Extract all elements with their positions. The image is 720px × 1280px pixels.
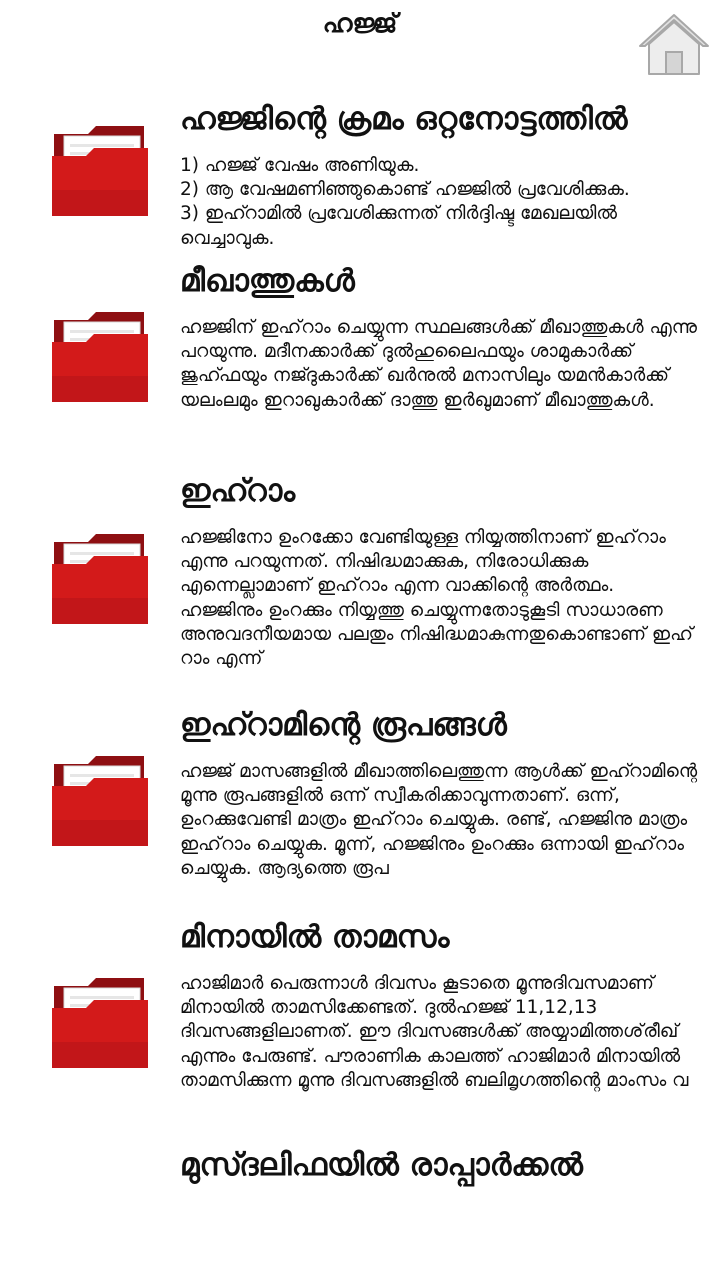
item-text: ഹജ്ജ് മാസങ്ങളിൽ മീഖാത്തിലെത്തുന്ന ആൾക്ക് ഇഹ്റാമിന്റെ മൂന്നു രൂപങ്ങളിൽ ഒന്ന് സ്വീകരിക്കാവുന്നതാണ്. ഒന്ന്, ഉംറക്കുവേണ്ടി മാത്രം ഇഹ്​റാം ചെയ്യുക. രണ്ട്, ഹജ്ജിനു മാത്രം ഇഹ്​റാം ചെയ്യുക. മൂന്ന്, ഹജ്ജിനും ഉംറക്കും ഒന്നായി ഇഹ്​റാം ചെയ്യുക. ആദ്യത്തെ രൂപ	[180, 761, 698, 879]
page-title: ഹജ്ജ്	[322, 9, 398, 39]
item-title: മുസ്ദലിഫയിൽ രാപ്പാർക്കൽ	[180, 1147, 583, 1183]
header	[0, 0, 720, 80]
item-title: ഹജ്ജിന്റെ ക്രമം ഒറ്റനോട്ടത്തിൽ	[180, 101, 628, 137]
item-text: ഹാജിമാർ പെരുന്നാൾ ദിവസം കൂടാതെ മൂന്നുദിവസമാണ് മിനായിൽ താമസിക്കേണ്ടത്. ദുൽഹജ്ജ് 11,12,13 ദിവസങ്ങളിലാണത്. ഈ ദിവസങ്ങൾക്ക് അയ്യാമിത്തശ്‌രീഖ് എന്നും പേരുണ്ട്. പൗരാണിക കാലത്ത് ഹാജിമാർ മിനായിൽ താമസിക്കുന്ന മൂന്നു ദിവസങ്ങളിൽ ബലിമൃഗത്തിന്റെ മാംസം വ	[180, 973, 689, 1091]
folder-icon	[50, 528, 150, 628]
item-title: ഇഹ്റാം	[180, 473, 296, 509]
item-text: 1) ഹജ്ജ് വേഷം അണിയുക. 2) ആ വേഷമണിഞ്ഞുകൊണ്ട് ഹജ്ജിൽ പ്രവേശിക്കുക. 3) ഇഹ്റാമിൽ പ്രവേശിക്കുന്നത് നിർദ്ദിഷ്ട മേഖലയിൽ വെച്ചാവുക.	[180, 155, 630, 249]
item-text: ഹജ്ജിന് ഇഹ്​റാം ചെയ്യുന്ന സ്ഥലങ്ങൾക്ക് മീഖാത്തുകൾ എന്നു പറയുന്നു. മദീനക്കാർക്ക് ദുൽഹുലൈഫയും ശാമുകാർക്ക് ജുഹ്ഫയും നജ്ദുകാർക്ക് ഖർനുൽ മനാസിലും യമൻകാർക്ക് യലംലമും ഇറാഖുകാർക്ക് ദാത്തു ഇർഖുമാണ് മീഖാത്തുകൾ.	[180, 317, 697, 411]
folder-icon	[50, 306, 150, 406]
item-title: മീഖാത്തുകൾ	[180, 263, 355, 299]
folder-icon	[50, 750, 150, 850]
item-title: ഇഹ്റാമിന്റെ രൂപങ്ങൾ	[180, 707, 507, 743]
home-icon	[636, 12, 712, 78]
topic-list[interactable]	[0, 96, 720, 1183]
folder-icon	[50, 120, 150, 220]
folder-icon	[50, 972, 150, 1072]
item-title: മിനായിൽ താമസം	[180, 919, 450, 955]
home-button[interactable]	[636, 12, 712, 78]
item-text: ഹജ്ജിനോ ഉംറക്കോ വേണ്ടിയുള്ള നിയ്യത്തിനാണ് ഇഹ്​റാം എന്നു പറയുന്നത്. നിഷിദ്ധമാക്കുക, നിരോധിക്കുക എന്നെല്ലാമാണ് ഇഹ്​റാം എന്ന വാക്കിന്റെ അർത്ഥം. ഹജ്ജിനും ഉംറക്കും നിയ്യത്തു ചെയ്യുന്നതോടുകൂടി സാധാരണ അനുവദനീയമായ പലതും നിഷിദ്ധമാകുന്നതുകൊണ്ടാണ് ഇഹ്​റാം എന്ന്	[180, 527, 693, 670]
